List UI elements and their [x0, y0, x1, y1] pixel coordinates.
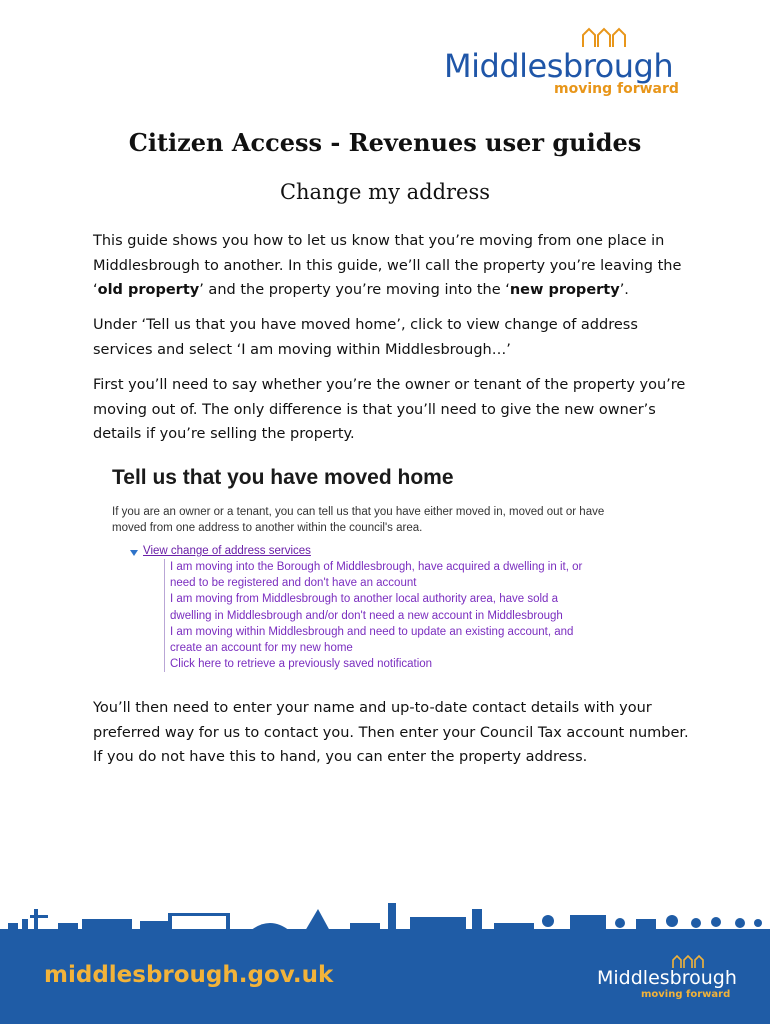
expand-triangle-icon: [130, 550, 138, 556]
new-property-term: new property: [509, 282, 620, 298]
houses-logo-icon: [580, 26, 630, 48]
option-moving-from-cont[interactable]: dwelling in Middlesbrough and/or don't need a new account in Middlesbrough: [170, 609, 563, 622]
option-moving-from[interactable]: I am moving from Middlesbrough to another local authority area, have sold a: [170, 593, 559, 606]
view-change-of-address-link[interactable]: View change of address services: [143, 545, 311, 557]
screenshot-heading: Tell us that you have moved home: [112, 466, 454, 489]
address-options-list: [164, 559, 620, 672]
footer-logo: [597, 953, 747, 1013]
logo-tagline: moving forward: [554, 81, 679, 97]
intro-paragraph: This guide shows you how to let us know that you’re moving from one place in Middlesbrough to another. In this guide, we’ll call the property you’re leaving the ‘old property’ and the property you’re moving into the ‘new property’.: [93, 233, 682, 298]
owner-tenant-paragraph: First you’ll need to say whether you’re the owner or tenant of the property you’re moving out of. The only difference is that you’ll need to give the new owner’s details if you’re selling the property.: [93, 377, 686, 442]
logo-wordmark: Middlesbrough: [444, 47, 674, 85]
option-moving-into[interactable]: I am moving into the Borough of Middlesbrough, have acquired a dwelling in it, or: [170, 561, 583, 573]
header-logo: [444, 26, 684, 98]
page-title: Citizen Access - Revenues user guides: [128, 128, 642, 157]
old-property-term: old property: [97, 282, 200, 298]
contact-details-paragraph: You’ll then need to enter your name and up-to-date contact details with your preferred way for us to contact you. Then enter your Council Tax account number. If you do not have this to hand, you can enter the property address.: [93, 700, 689, 765]
footer-website-link[interactable]: middlesbrough.gov.uk: [44, 962, 334, 988]
page-subtitle: Change my address: [279, 180, 491, 204]
option-retrieve-saved[interactable]: Click here to retrieve a previously saved notification: [170, 658, 433, 671]
footer-logo-tagline: moving forward: [641, 989, 731, 1000]
screenshot-intro: If you are an owner or a tenant, you can tell us that you have either moved in, moved out or have moved from one address to another within the council's area.: [112, 506, 605, 534]
option-moving-into-cont[interactable]: need to be registered and don't have an account: [170, 577, 417, 590]
option-moving-within[interactable]: I am moving within Middlesbrough and need to update an existing account, and: [170, 625, 574, 638]
skyline-illustration: [0, 895, 770, 935]
option-moving-within-cont[interactable]: create an account for my new home: [170, 642, 353, 655]
embedded-screenshot: [112, 466, 632, 678]
instruction-paragraph: Under ‘Tell us that you have moved home’, click to view change of address services and select ‘I am moving within Middlesbrough…’: [93, 317, 638, 358]
footer-logo-wordmark: Middlesbrough: [597, 967, 737, 989]
footer-banner: [0, 931, 770, 1024]
